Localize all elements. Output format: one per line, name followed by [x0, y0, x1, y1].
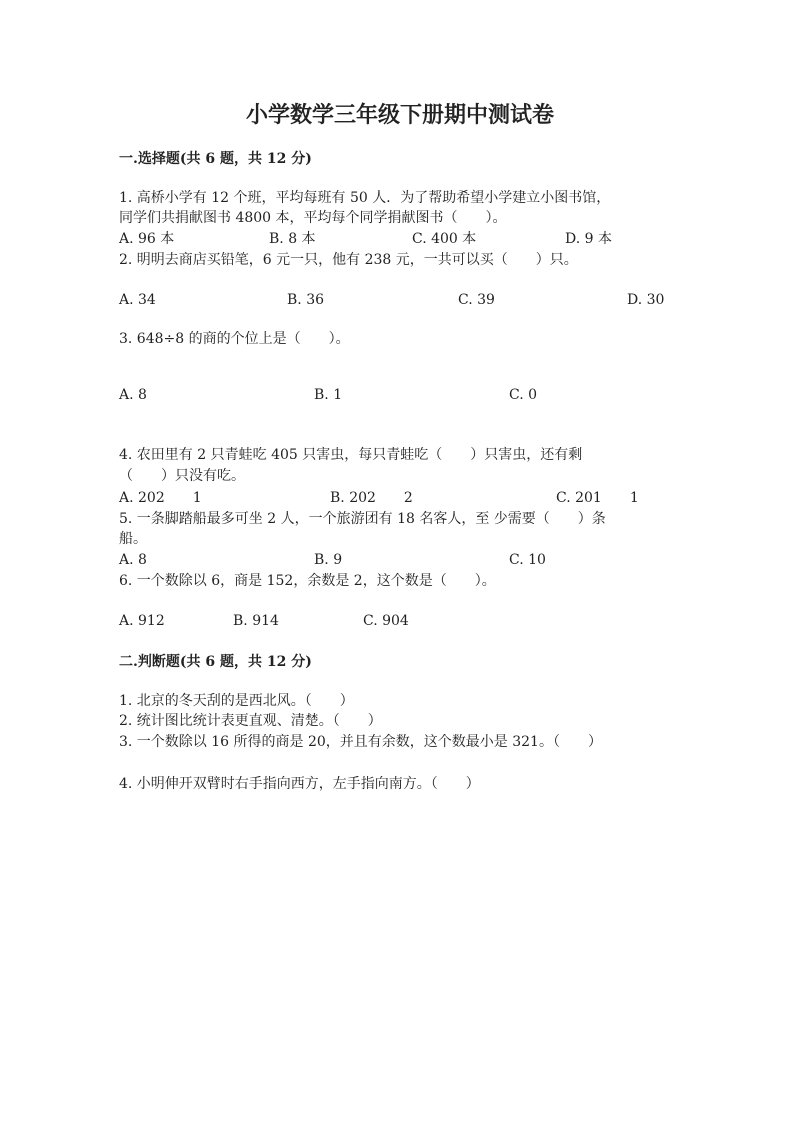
question-4-line-1: 4. 农田里有 2 只青蛙吃 405 只害虫，每只青蛙吃（ ）只害虫，还有剩	[119, 447, 583, 463]
question-1-option-d: D. 9 本	[565, 231, 612, 247]
question-2-option-c: C. 39	[458, 292, 495, 308]
question-1-line-2: 同学们共捐献图书 4800 本，平均每个同学捐献图书（ ）。	[119, 210, 507, 226]
question-5-line-1: 5. 一条脚踏船最多可坐 2 人，一个旅游团有 18 名客人，至 少需要（ ）条	[119, 511, 606, 527]
question-6-line-1: 6. 一个数除以 6，商是 152，余数是 2，这个数是（ ）。	[119, 573, 496, 589]
judgment-item-2: 2. 统计图比统计表更直观、清楚。（ ）	[119, 713, 382, 729]
question-5-option-a: A. 8	[119, 552, 147, 568]
section-heading-judgment: 二.判断题(共 6 题，共 12 分)	[119, 654, 312, 670]
question-3-option-c: C. 0	[509, 387, 538, 403]
page-title: 小学数学三年级下册期中测试卷	[245, 102, 554, 128]
question-1-option-a: A. 96 本	[119, 231, 175, 247]
judgment-item-3: 3. 一个数除以 16 所得的商是 20，并且有余数，这个数最小是 321。（ ）	[119, 734, 602, 750]
question-5-line-2: 船。	[119, 531, 147, 547]
question-2-option-a: A. 34	[119, 292, 156, 308]
question-6-option-b: B. 914	[233, 613, 279, 629]
judgment-item-1: 1. 北京的冬天刮的是西北风。（ ）	[119, 693, 354, 709]
question-5-option-b: B. 9	[314, 552, 343, 568]
question-6-option-a: A. 912	[119, 613, 165, 629]
question-3-line-1: 3. 648÷8 的商的个位上是（ ）。	[119, 331, 350, 347]
section-heading-choice: 一.选择题(共 6 题，共 12 分)	[119, 151, 312, 167]
question-2-option-b: B. 36	[287, 292, 325, 308]
question-3-option-b: B. 1	[314, 387, 343, 403]
judgment-item-4: 4. 小明伸开双臂时右手指向西方，左手指向南方。（ ）	[119, 776, 480, 792]
question-4-option-c: C. 201 1	[556, 490, 639, 506]
question-2-option-d: D. 30	[627, 292, 665, 308]
question-4-option-a: A. 202 1	[119, 490, 202, 506]
question-1-option-c: C. 400 本	[412, 231, 477, 247]
question-2-line-1: 2. 明明去商店买铅笔，6 元一只，他有 238 元，一共可以买（ ）只。	[119, 252, 578, 268]
question-4-line-2: （ ）只没有吃。	[119, 468, 245, 484]
question-3-option-a: A. 8	[119, 387, 147, 403]
question-1-line-1: 1. 高桥小学有 12 个班，平均每班有 50 人．为了帮助希望小学建立小图书馆，	[119, 190, 611, 206]
question-6-option-c: C. 904	[363, 613, 409, 629]
question-5-option-c: C. 10	[509, 552, 546, 568]
question-1-option-b: B. 8 本	[269, 231, 316, 247]
question-4-option-b: B. 202 2	[330, 490, 413, 506]
